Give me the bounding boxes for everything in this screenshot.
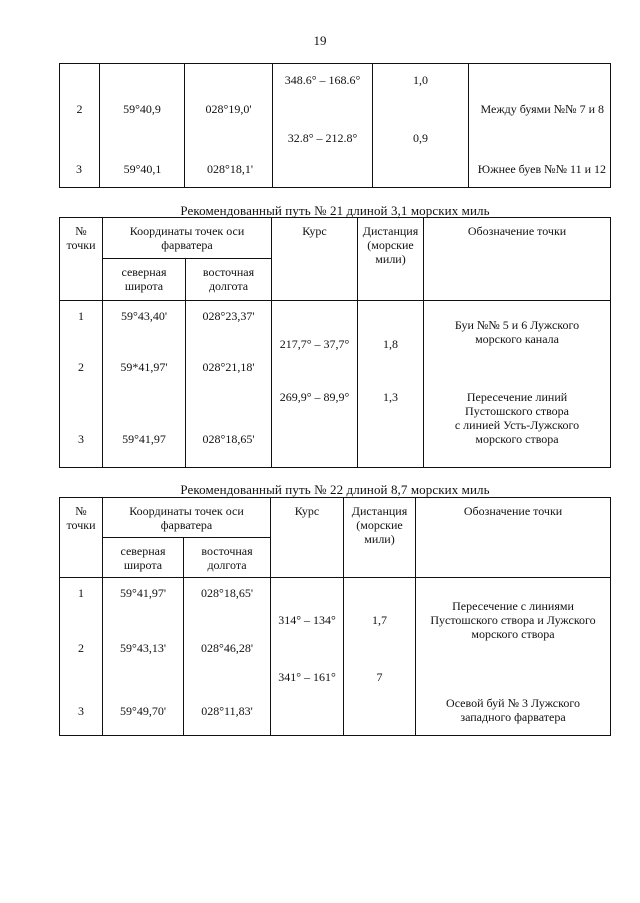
- distance: 0,9: [413, 131, 428, 145]
- distance-cell: [358, 301, 424, 468]
- point-description: Пересечение линий Пустошского створа с линией Усть-Лужского морского створа: [454, 390, 580, 446]
- course: 217,7° – 37,7°: [279, 337, 350, 351]
- header-point-number: № точки: [60, 498, 103, 578]
- longitude: 028°23,37': [202, 309, 255, 323]
- route-21-table: [59, 217, 611, 468]
- longitude: 028°18,65': [202, 432, 255, 446]
- course-cell: [271, 578, 344, 736]
- course-cell: [272, 301, 358, 468]
- point-number: 3: [78, 704, 84, 718]
- header-description: Обозначение точки: [416, 498, 611, 578]
- latitude: 59°40,9: [123, 102, 161, 116]
- latitude: 59°41,97': [120, 586, 166, 600]
- course: 269,9° – 89,9°: [279, 390, 350, 404]
- table-row: [60, 578, 611, 736]
- header-longitude: восточная долгота: [184, 538, 271, 578]
- longitude-cell: [184, 578, 271, 736]
- point-description: Буи №№ 5 и 6 Лужского морского канала: [454, 318, 580, 346]
- longitude: 028°18,65': [201, 586, 253, 600]
- header-course: Курс: [271, 498, 344, 578]
- header-course: Курс: [272, 218, 358, 301]
- point-number: 2: [78, 360, 84, 374]
- header-longitude: восточная долгота: [186, 259, 272, 301]
- course: 314° – 134°: [278, 613, 336, 627]
- latitude: 59°49,70': [120, 704, 166, 718]
- description-cell: [424, 301, 611, 468]
- latitude: 59°40,1: [123, 162, 162, 176]
- table-row: [60, 301, 611, 468]
- course-cell: [273, 64, 373, 188]
- header-coordinates: Координаты точек оси фарватера: [103, 498, 271, 538]
- latitude: 59°41,97: [122, 432, 166, 446]
- longitude: 028°11,83': [201, 704, 253, 718]
- latitude: 59*41,97': [120, 360, 168, 374]
- distance-cell: [344, 578, 416, 736]
- longitude-cell: [186, 301, 272, 468]
- distance: 7: [376, 670, 383, 684]
- longitude: 028°46,28': [201, 641, 253, 655]
- table-header-row: [60, 218, 611, 259]
- point-number-cell: [60, 301, 103, 468]
- point-number: 2: [78, 641, 84, 655]
- course: 32.8° – 212.8°: [287, 131, 358, 145]
- route-22-title: Рекомендованный путь № 22 длиной 8,7 морских миль: [180, 482, 490, 497]
- longitude: 028°21,18': [202, 360, 255, 374]
- page-number: 19: [313, 33, 327, 48]
- longitude: 028°19,0': [205, 102, 252, 116]
- header-distance: Дистанция (морские мили): [358, 218, 424, 301]
- point-description: Пересечение с линиями Пустошского створа и Лужского морского створа: [430, 599, 596, 641]
- header-point-number: № точки: [60, 218, 103, 301]
- table-header-row: [60, 498, 611, 538]
- header-coordinates: Координаты точек оси фарватера: [103, 218, 272, 259]
- point-description: Осевой буй № 3 Лужского западного фарватера: [446, 696, 580, 724]
- latitude-cell: [103, 578, 184, 736]
- distance: 1,7: [372, 613, 388, 627]
- divider: [59, 187, 610, 188]
- distance-cell: [373, 64, 469, 188]
- point-number: 3: [78, 432, 84, 446]
- course: 341° – 161°: [278, 670, 336, 684]
- latitude: 59°43,40': [121, 309, 167, 323]
- point-number: 1: [78, 586, 84, 600]
- point-number: 3: [76, 162, 82, 176]
- distance: 1,3: [383, 390, 399, 404]
- point-number-cell: [60, 578, 103, 736]
- point-number: 1: [78, 309, 84, 323]
- point-number: 2: [76, 102, 83, 116]
- distance: 1,0: [413, 73, 428, 87]
- header-latitude: северная широта: [103, 538, 184, 578]
- header-distance: Дистанция (морские мили): [344, 498, 416, 578]
- distance: 1,8: [383, 337, 399, 351]
- header-latitude: северная широта: [103, 259, 186, 301]
- point-description: Южнее буев №№ 11 и 12: [477, 162, 606, 176]
- latitude-cell: [103, 301, 186, 468]
- route-21-title: Рекомендованный путь № 21 длиной 3,1 морских миль: [180, 203, 490, 218]
- route-22-table: [59, 497, 611, 736]
- course: 348.6° – 168.6°: [284, 73, 361, 87]
- point-description: Между буями №№ 7 и 8: [480, 102, 604, 116]
- header-description: Обозначение точки: [424, 218, 611, 301]
- longitude: 028°18,1': [207, 162, 253, 176]
- latitude: 59°43,13': [120, 641, 166, 655]
- description-cell: [416, 578, 611, 736]
